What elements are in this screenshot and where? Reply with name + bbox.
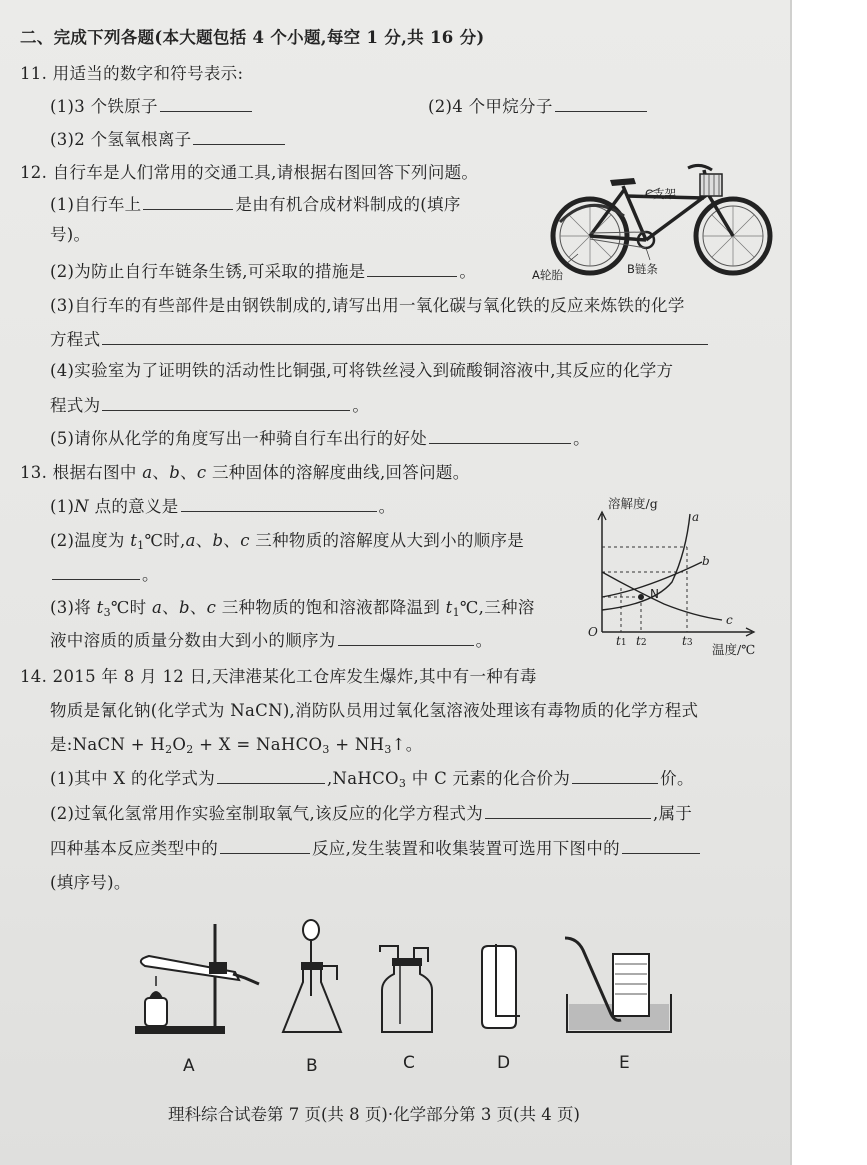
q14-part2: (2)过氧化氢常用作实验室制取氧气,该反应的化学方程式为 ,属于: [50, 804, 693, 823]
q13-part2-cont: 。: [50, 561, 159, 585]
label-frame: C支架: [645, 187, 677, 201]
q14-part2-cont2: (填序号)。: [50, 873, 131, 892]
answer-blank[interactable]: [572, 768, 658, 784]
q12-part3-cont: 方程式: [50, 326, 710, 350]
apparatus-D-figure: [474, 944, 526, 1040]
q14-part2-cont: 四种基本反应类型中的 反应,发生装置和收集装置可选用下图中的: [50, 835, 702, 859]
section-title: 二、完成下列各题(本大题包括 4 个小题,每空 1 分,共 16 分): [20, 28, 485, 47]
answer-blank[interactable]: [555, 96, 647, 112]
q13-part3-cont: 液中溶质的质量分数由大到小的顺序为 。: [50, 631, 493, 650]
apparatus-A-figure: [135, 916, 267, 1038]
q12-part2: (2)为防止自行车链条生锈,可采取的措施是 。: [50, 262, 477, 281]
q12-part4-cont: 程式为 。: [50, 396, 370, 415]
answer-blank[interactable]: [102, 329, 708, 345]
q12-part3: (3)自行车的有些部件是由钢铁制成的,请写出用一氧化碳与氧化铁的反应来炼铁的化学: [50, 296, 685, 315]
curve-label-a: a: [692, 510, 700, 524]
q13-part3: (3)将 $t_3℃$时 a、b、c 三种物质的饱和溶液都降温到 $t_1℃$,三种溶: [50, 598, 535, 619]
q14-stem-1: 14. 2015 年 8 月 12 日,天津港某化工仓库发生爆炸,其中有一种有毒: [20, 667, 537, 686]
q14-stem-2: 物质是氰化钠(化学式为 NaCN),消防队员用过氧化氢溶液处理该有毒物质的化学方程式: [50, 701, 699, 720]
answer-blank[interactable]: [217, 768, 325, 784]
tick-t3: t3: [682, 634, 693, 648]
label-tire: A轮胎: [532, 268, 563, 282]
apparatus-B-figure: [279, 916, 351, 1038]
tick-t2: t2: [636, 634, 647, 648]
apparatus-label-D: D: [497, 1053, 511, 1073]
apparatus-label-E: E: [619, 1053, 630, 1073]
q12-part5: (5)请你从化学的角度写出一种骑自行车出行的好处 。: [50, 429, 590, 448]
q11-part3: (3)2 个氢氧根离子: [50, 126, 287, 150]
q12-part1-cont: 号)。: [50, 225, 91, 244]
apparatus-label-C: C: [403, 1053, 415, 1073]
q12-part1: (1)自行车上 是由有机合成材料制成的(填序: [50, 195, 461, 214]
chart-ylabel: 溶解度/g: [608, 496, 658, 511]
apparatus-label-B: B: [306, 1056, 318, 1076]
answer-blank[interactable]: [52, 564, 140, 580]
q13-stem: 13. 根据右图中 a、b、c 三种固体的溶解度曲线,回答问题。: [20, 463, 470, 482]
curve-label-c: c: [726, 613, 733, 627]
answer-blank[interactable]: [102, 395, 350, 411]
q11-part1: (1)3 个铁原子: [50, 93, 254, 117]
q14-equation: 是:NaCN + $H_2O_2 + X$ = NaHCO$_3$ + $NH_3↑$。: [50, 735, 423, 756]
chart-point-N: N: [650, 587, 659, 601]
solubility-chart: [584, 492, 774, 664]
answer-blank[interactable]: [193, 129, 285, 145]
apparatus-C-figure: [376, 944, 438, 1036]
answer-blank[interactable]: [429, 428, 571, 444]
chart-xlabel: 温度/℃: [712, 642, 756, 657]
answer-blank[interactable]: [367, 261, 457, 277]
q11-stem: 11. 用适当的数字和符号表示:: [20, 64, 244, 83]
answer-blank[interactable]: [622, 838, 700, 854]
answer-blank[interactable]: [160, 96, 252, 112]
q13-part2: (2)温度为 $t_1℃$时,a、b、c 三种物质的溶解度从大到小的顺序是: [50, 531, 525, 552]
answer-blank[interactable]: [485, 803, 651, 819]
tick-t1: t1: [616, 634, 627, 648]
page-footer: 理科综合试卷第 7 页(共 8 页)·化学部分第 3 页(共 4 页): [168, 1105, 580, 1124]
chart-origin: O: [588, 625, 598, 639]
answer-blank[interactable]: [181, 496, 377, 512]
apparatus-E-figure: [563, 934, 675, 1036]
label-chain: B链条: [627, 262, 658, 276]
answer-blank[interactable]: [220, 838, 310, 854]
bicycle-figure: [532, 156, 788, 282]
curve-label-b: b: [702, 554, 710, 568]
q11-part2: (2)4 个甲烷分子: [428, 93, 649, 117]
q12-stem: 12. 自行车是人们常用的交通工具,请根据右图回答下列问题。: [20, 163, 479, 182]
q13-part1: (1)N 点的意义是 。: [50, 497, 396, 516]
answer-blank[interactable]: [143, 194, 233, 210]
apparatus-label-A: A: [183, 1056, 195, 1076]
q12-part4: (4)实验室为了证明铁的活动性比铜强,可将铁丝浸入到硫酸铜溶液中,其反应的化学方: [50, 361, 674, 380]
q14-part1: (1)其中 X 的化学式为 ,NaHCO$_3$ 中 C 元素的化合价为 价。: [50, 769, 694, 790]
answer-blank[interactable]: [338, 630, 474, 646]
